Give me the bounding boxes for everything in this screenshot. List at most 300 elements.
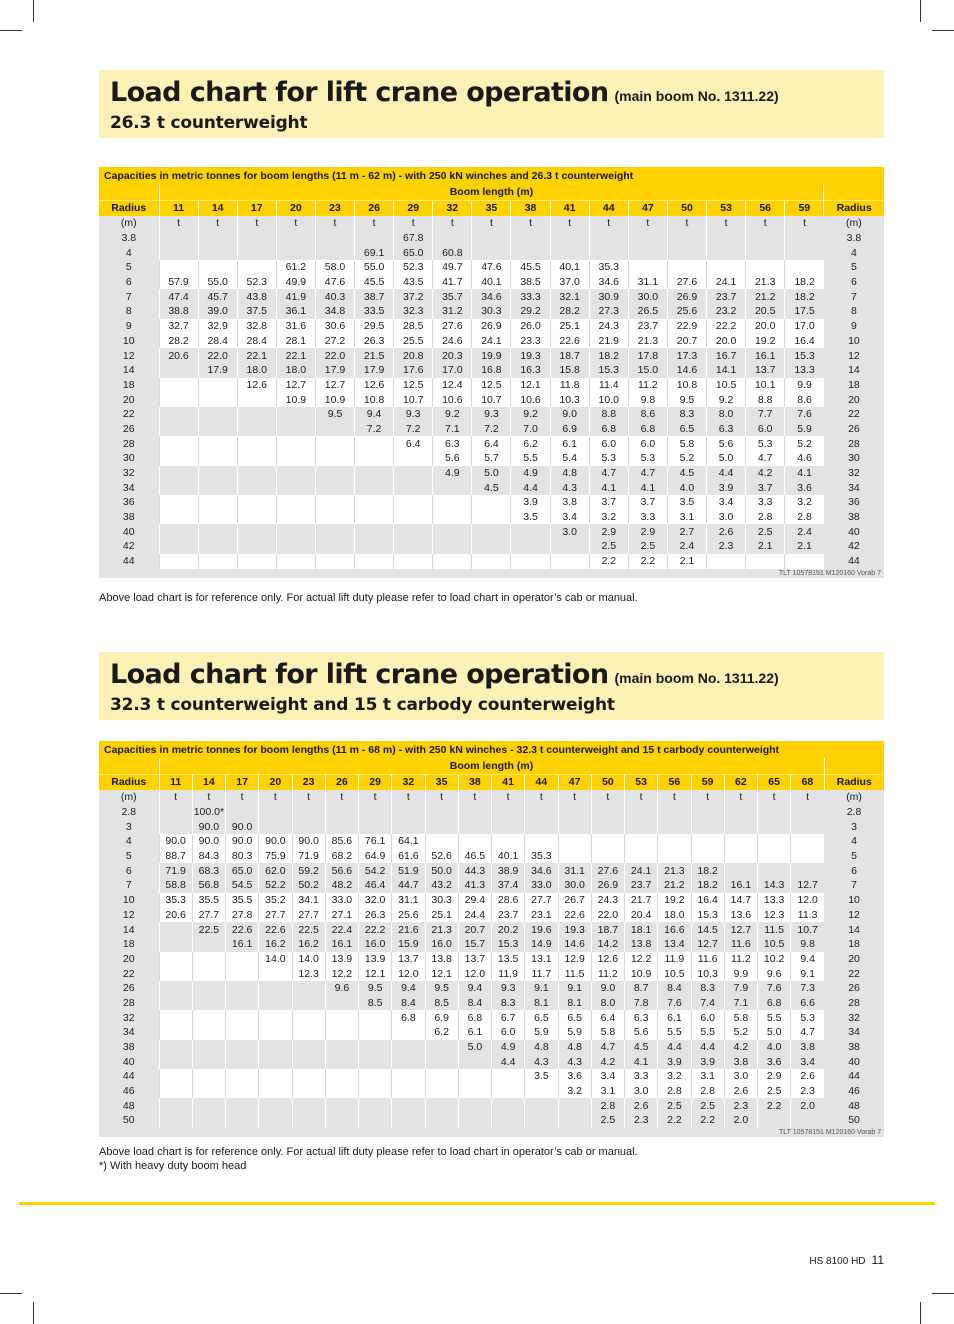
capacity-cell: 8.3: [492, 996, 525, 1011]
radius-value: 8: [824, 304, 884, 319]
capacity-cell: 27.7: [525, 893, 558, 908]
radius-value: 32: [824, 466, 884, 481]
radius-header: Radius: [824, 774, 884, 790]
capacity-cell: [392, 1113, 425, 1128]
capacity-cell: [458, 805, 491, 820]
unit-cell: t: [658, 790, 691, 805]
table-row: [99, 363, 884, 378]
boom-length-50: 50: [591, 774, 624, 790]
capacity-cell: [791, 1113, 824, 1128]
table-row: [99, 1113, 884, 1128]
unit-cell: t: [325, 790, 358, 805]
capacity-cell: 10.3: [550, 392, 589, 407]
capacity-cell: [525, 1113, 558, 1128]
radius-value: 30: [824, 451, 884, 466]
radius-value: 50: [99, 1113, 159, 1128]
capacity-cell: 10.3: [691, 966, 724, 981]
capacity-cell: 22.0: [198, 348, 237, 363]
capacity-cell: 6.8: [392, 1010, 425, 1025]
capacity-cell: [359, 805, 392, 820]
capacity-cell: 34.1: [292, 893, 325, 908]
capacity-cell: 76.1: [359, 834, 392, 849]
capacity-cell: [315, 245, 354, 260]
table-row: [99, 893, 884, 908]
boom-length-29: 29: [394, 200, 433, 216]
capacity-cell: [658, 805, 691, 820]
capacity-cell: [625, 849, 658, 864]
unit-cell: t: [667, 216, 706, 231]
capacity-cell: 37.4: [492, 878, 525, 893]
radius-value: 40: [824, 524, 884, 539]
table-caption: Capacities in metric tonnes for boom lengths (11 m - 68 m) - with 250 kN winches - 32.3 t counterweight and 15 t carbody counterweight: [99, 741, 884, 758]
capacity-cell: [707, 260, 746, 275]
capacity-cell: 3.4: [707, 495, 746, 510]
capacity-cell: 14.0: [259, 952, 292, 967]
capacity-cell: [355, 539, 394, 554]
capacity-cell: 10.6: [511, 392, 550, 407]
capacity-cell: 25.1: [425, 908, 458, 923]
capacity-cell: [758, 849, 791, 864]
radius-value: 14: [824, 922, 884, 937]
capacity-cell: 6.4: [591, 1010, 624, 1025]
capacity-cell: 9.5: [359, 981, 392, 996]
capacity-cell: 62.0: [259, 863, 292, 878]
capacity-cell: 23.3: [511, 334, 550, 349]
capacity-cell: 6.3: [433, 436, 472, 451]
unit-cell: t: [707, 216, 746, 231]
capacity-cell: 26.3: [359, 908, 392, 923]
capacity-cell: 11.4: [589, 378, 628, 393]
capacity-cell: 7.6: [785, 407, 824, 422]
unit-cell: t: [192, 790, 225, 805]
capacity-cell: 17.9: [355, 363, 394, 378]
capacity-cell: 10.7: [472, 392, 511, 407]
radius-value: 46: [824, 1084, 884, 1099]
capacity-cell: [492, 1069, 525, 1084]
capacity-cell: [511, 524, 550, 539]
capacity-cell: [192, 1113, 225, 1128]
capacity-cell: 10.0: [589, 392, 628, 407]
capacity-cell: [325, 1084, 358, 1099]
capacity-cell: 21.3: [658, 863, 691, 878]
capacity-cell: [511, 231, 550, 246]
radius-value: 32: [99, 466, 159, 481]
capacity-cell: 4.3: [558, 1054, 591, 1069]
capacity-cell: 41.7: [433, 275, 472, 290]
capacity-cell: 13.1: [525, 952, 558, 967]
capacity-cell: 65.0: [226, 863, 259, 878]
capacity-cell: 6.3: [625, 1010, 658, 1025]
capacity-cell: [198, 378, 237, 393]
capacity-cell: [472, 245, 511, 260]
capacity-cell: 10.7: [791, 922, 824, 937]
capacity-cell: 34.6: [525, 863, 558, 878]
radius-value: 20: [99, 952, 159, 967]
capacity-cell: 16.0: [425, 937, 458, 952]
radius-value: 3.8: [824, 231, 884, 246]
capacity-cell: 2.5: [658, 1098, 691, 1113]
table-row: [99, 1010, 884, 1025]
capacity-cell: 22.0: [591, 908, 624, 923]
capacity-cell: [315, 554, 354, 569]
capacity-cell: [433, 231, 472, 246]
capacity-cell: 7.2: [472, 422, 511, 437]
capacity-cell: [394, 524, 433, 539]
capacity-cell: [325, 1113, 358, 1128]
capacity-cell: 16.2: [259, 937, 292, 952]
radius-value: 48: [824, 1098, 884, 1113]
capacity-cell: [425, 805, 458, 820]
capacity-cell: [237, 260, 276, 275]
capacity-cell: 3.2: [658, 1069, 691, 1084]
unit-cell: t: [159, 216, 198, 231]
boom-length-47: 47: [558, 774, 591, 790]
capacity-cell: 17.3: [667, 348, 706, 363]
caption-row: [99, 741, 884, 758]
capacity-cell: 12.1: [359, 966, 392, 981]
capacity-cell: 4.6: [785, 451, 824, 466]
capacity-cell: 9.1: [791, 966, 824, 981]
capacity-cell: 39.0: [198, 304, 237, 319]
capacity-cell: 20.4: [625, 908, 658, 923]
capacity-cell: [433, 510, 472, 525]
capacity-cell: [315, 422, 354, 437]
capacity-cell: 16.1: [746, 348, 785, 363]
capacity-cell: [315, 231, 354, 246]
capacity-cell: 7.8: [625, 996, 658, 1011]
capacity-cell: [667, 260, 706, 275]
capacity-cell: [511, 245, 550, 260]
capacity-cell: 90.0: [292, 834, 325, 849]
capacity-cell: [472, 524, 511, 539]
capacity-cell: [292, 996, 325, 1011]
capacity-cell: 2.4: [667, 539, 706, 554]
capacity-cell: 7.0: [511, 422, 550, 437]
capacity-cell: 19.3: [511, 348, 550, 363]
boom-length-47: 47: [628, 200, 667, 216]
capacity-cell: [198, 510, 237, 525]
unit-cell: t: [198, 216, 237, 231]
chart2-load-table: [99, 741, 884, 1137]
model-name: HS 8100 HD: [809, 1256, 866, 1267]
capacity-cell: [791, 849, 824, 864]
capacity-cell: 5.5: [658, 1025, 691, 1040]
capacity-cell: 3.0: [707, 510, 746, 525]
capacity-cell: 3.2: [785, 495, 824, 510]
radius-value: 4: [824, 245, 884, 260]
radius-value: 6: [99, 863, 159, 878]
capacity-cell: 20.7: [667, 334, 706, 349]
boom-length-header-row: [99, 184, 884, 200]
capacity-cell: [237, 524, 276, 539]
capacity-cell: 2.0: [724, 1113, 757, 1128]
capacity-cell: 2.1: [667, 554, 706, 569]
capacity-cell: 2.6: [724, 1084, 757, 1099]
capacity-cell: [525, 1084, 558, 1099]
capacity-cell: [259, 1054, 292, 1069]
radius-value: 12: [99, 348, 159, 363]
capacity-cell: [226, 1069, 259, 1084]
capacity-cell: 18.2: [785, 275, 824, 290]
table-row: [99, 422, 884, 437]
radius-value: 2.8: [99, 805, 159, 820]
capacity-cell: [276, 422, 315, 437]
capacity-cell: 59.2: [292, 863, 325, 878]
radius-value: 14: [824, 363, 884, 378]
capacity-cell: 35.2: [259, 893, 292, 908]
capacity-cell: 19.9: [472, 348, 511, 363]
capacity-cell: [159, 952, 192, 967]
capacity-cell: [746, 260, 785, 275]
capacity-cell: 34.6: [589, 275, 628, 290]
capacity-cell: 8.6: [628, 407, 667, 422]
radius-value: 14: [99, 363, 159, 378]
crop-mark: [33, 1302, 34, 1324]
capacity-cell: 9.0: [550, 407, 589, 422]
capacity-cell: 24.1: [472, 334, 511, 349]
table-row: [99, 289, 884, 304]
capacity-cell: 3.3: [746, 495, 785, 510]
header-spacer: [824, 184, 884, 200]
radius-value: 12: [99, 908, 159, 923]
capacity-cell: 8.5: [359, 996, 392, 1011]
capacity-cell: [159, 466, 198, 481]
capacity-cell: [355, 524, 394, 539]
unit-cell: t: [392, 790, 425, 805]
unit-cell: t: [625, 790, 658, 805]
capacity-cell: 64.9: [359, 849, 392, 864]
capacity-cell: 5.6: [625, 1025, 658, 1040]
capacity-cell: [625, 834, 658, 849]
capacity-cell: 23.7: [625, 878, 658, 893]
capacity-cell: 11.6: [691, 952, 724, 967]
capacity-cell: 3.8: [724, 1054, 757, 1069]
boom-length-32: 32: [433, 200, 472, 216]
capacity-cell: 2.4: [785, 524, 824, 539]
capacity-cell: 6.8: [458, 1010, 491, 1025]
capacity-cell: [159, 495, 198, 510]
radius-header: Radius: [99, 200, 159, 216]
radius-value: 28: [99, 436, 159, 451]
capacity-cell: 28.2: [159, 334, 198, 349]
radius-value: 4: [99, 834, 159, 849]
capacity-cell: 21.3: [628, 334, 667, 349]
radius-value: 22: [824, 407, 884, 422]
capacity-cell: 33.0: [525, 878, 558, 893]
capacity-cell: 5.9: [525, 1025, 558, 1040]
unit-cell: t: [785, 216, 824, 231]
capacity-cell: 23.7: [628, 319, 667, 334]
capacity-cell: 27.1: [325, 908, 358, 923]
boom-length-68: 68: [791, 774, 824, 790]
capacity-cell: 49.7: [433, 260, 472, 275]
capacity-cell: 3.1: [591, 1084, 624, 1099]
capacity-cell: 57.9: [159, 275, 198, 290]
capacity-cell: 11.6: [724, 937, 757, 952]
capacity-cell: [226, 1010, 259, 1025]
boom-length-65: 65: [758, 774, 791, 790]
capacity-cell: 12.6: [591, 952, 624, 967]
capacity-cell: [758, 819, 791, 834]
capacity-cell: 16.2: [292, 937, 325, 952]
capacity-cell: 10.5: [707, 378, 746, 393]
chart1-title: Load chart for lift crane operation: [110, 77, 609, 108]
capacity-cell: [433, 539, 472, 554]
capacity-cell: 67.8: [394, 231, 433, 246]
radius-value: 28: [99, 996, 159, 1011]
capacity-cell: 4.9: [511, 466, 550, 481]
capacity-cell: 6.0: [589, 436, 628, 451]
capacity-cell: [558, 819, 591, 834]
capacity-cell: 2.8: [691, 1084, 724, 1099]
capacity-cell: [667, 231, 706, 246]
capacity-cell: 37.0: [550, 275, 589, 290]
capacity-cell: 22.6: [259, 922, 292, 937]
radius-value: 2.8: [824, 805, 884, 820]
capacity-cell: 14.2: [591, 937, 624, 952]
capacity-cell: 4.1: [628, 480, 667, 495]
capacity-cell: 6.5: [525, 1010, 558, 1025]
capacity-cell: 2.6: [707, 524, 746, 539]
capacity-cell: 2.7: [667, 524, 706, 539]
capacity-cell: 31.1: [392, 893, 425, 908]
capacity-cell: [192, 1010, 225, 1025]
capacity-cell: 22.4: [325, 922, 358, 937]
capacity-cell: 33.3: [511, 289, 550, 304]
unit-cell: t: [237, 216, 276, 231]
table-row: [99, 495, 884, 510]
capacity-cell: [758, 863, 791, 878]
capacity-cell: 6.8: [758, 996, 791, 1011]
capacity-cell: 85.6: [325, 834, 358, 849]
capacity-cell: [259, 1113, 292, 1128]
capacity-cell: 15.0: [628, 363, 667, 378]
capacity-cell: 3.0: [724, 1069, 757, 1084]
radius-value: 4: [824, 834, 884, 849]
capacity-cell: 49.9: [276, 275, 315, 290]
capacity-cell: 8.6: [785, 392, 824, 407]
capacity-cell: 21.2: [746, 289, 785, 304]
capacity-cell: [707, 554, 746, 569]
unit-cell: t: [746, 216, 785, 231]
table-row: [99, 378, 884, 393]
capacity-cell: 18.0: [276, 363, 315, 378]
unit-cell: t: [691, 790, 724, 805]
capacity-cell: 15.3: [691, 908, 724, 923]
capacity-cell: [159, 819, 192, 834]
boom-length-53: 53: [707, 200, 746, 216]
radius-value: 22: [824, 966, 884, 981]
unit-cell: t: [492, 790, 525, 805]
capacity-cell: 28.6: [492, 893, 525, 908]
capacity-cell: [159, 539, 198, 554]
capacity-cell: 17.9: [198, 363, 237, 378]
radius-value: 14: [99, 922, 159, 937]
capacity-cell: 90.0: [192, 834, 225, 849]
capacity-cell: [198, 436, 237, 451]
capacity-cell: [159, 922, 192, 937]
capacity-cell: [724, 863, 757, 878]
radius-value: 36: [824, 495, 884, 510]
capacity-cell: 13.8: [425, 952, 458, 967]
capacity-cell: 5.6: [707, 436, 746, 451]
capacity-cell: [392, 1054, 425, 1069]
capacity-cell: [192, 1084, 225, 1099]
capacity-cell: 10.5: [658, 966, 691, 981]
capacity-cell: [394, 451, 433, 466]
capacity-cell: [159, 451, 198, 466]
capacity-cell: [355, 554, 394, 569]
chart2-heading: [99, 652, 884, 720]
capacity-cell: [198, 245, 237, 260]
unit-cell: t: [315, 216, 354, 231]
boom-length-44: 44: [525, 774, 558, 790]
capacity-cell: 21.5: [355, 348, 394, 363]
capacity-cell: 12.3: [292, 966, 325, 981]
capacity-cell: [492, 1084, 525, 1099]
capacity-cell: 4.0: [667, 480, 706, 495]
capacity-cell: 2.8: [746, 510, 785, 525]
capacity-cell: 3.4: [591, 1069, 624, 1084]
capacity-cell: [237, 539, 276, 554]
capacity-cell: [292, 1010, 325, 1025]
capacity-cell: 61.6: [392, 849, 425, 864]
table-row: [99, 554, 884, 569]
capacity-cell: 23.2: [707, 304, 746, 319]
unit-cell: t: [558, 790, 591, 805]
capacity-cell: 58.0: [315, 260, 354, 275]
radius-value: 10: [824, 893, 884, 908]
capacity-cell: 16.1: [226, 937, 259, 952]
capacity-cell: [392, 805, 425, 820]
caption-row: [99, 167, 884, 184]
page-footer: [809, 1253, 884, 1267]
capacity-cell: 35.7: [433, 289, 472, 304]
radius-unit: (m): [99, 790, 159, 805]
capacity-cell: 11.2: [628, 378, 667, 393]
capacity-cell: [315, 466, 354, 481]
capacity-cell: 22.1: [237, 348, 276, 363]
capacity-cell: 33.5: [355, 304, 394, 319]
capacity-cell: [315, 510, 354, 525]
capacity-cell: 26.0: [511, 319, 550, 334]
capacity-cell: [259, 819, 292, 834]
capacity-cell: 28.4: [198, 334, 237, 349]
capacity-cell: [259, 1040, 292, 1055]
capacity-cell: 46.4: [359, 878, 392, 893]
capacity-cell: 9.2: [707, 392, 746, 407]
capacity-cell: 18.2: [785, 289, 824, 304]
capacity-cell: [159, 1098, 192, 1113]
capacity-cell: [591, 849, 624, 864]
capacity-cell: [159, 524, 198, 539]
capacity-cell: [325, 1054, 358, 1069]
capacity-cell: [525, 805, 558, 820]
capacity-cell: 14.5: [691, 922, 724, 937]
capacity-cell: 24.3: [591, 893, 624, 908]
boom-length-23: 23: [315, 200, 354, 216]
capacity-cell: 5.0: [458, 1040, 491, 1055]
capacity-cell: [785, 554, 824, 569]
boom-length-38: 38: [458, 774, 491, 790]
unit-cell: t: [525, 790, 558, 805]
capacity-cell: 17.6: [394, 363, 433, 378]
capacity-cell: [192, 937, 225, 952]
radius-value: 18: [824, 378, 884, 393]
capacity-cell: [758, 805, 791, 820]
capacity-cell: 10.8: [667, 378, 706, 393]
capacity-cell: 8.0: [591, 996, 624, 1011]
